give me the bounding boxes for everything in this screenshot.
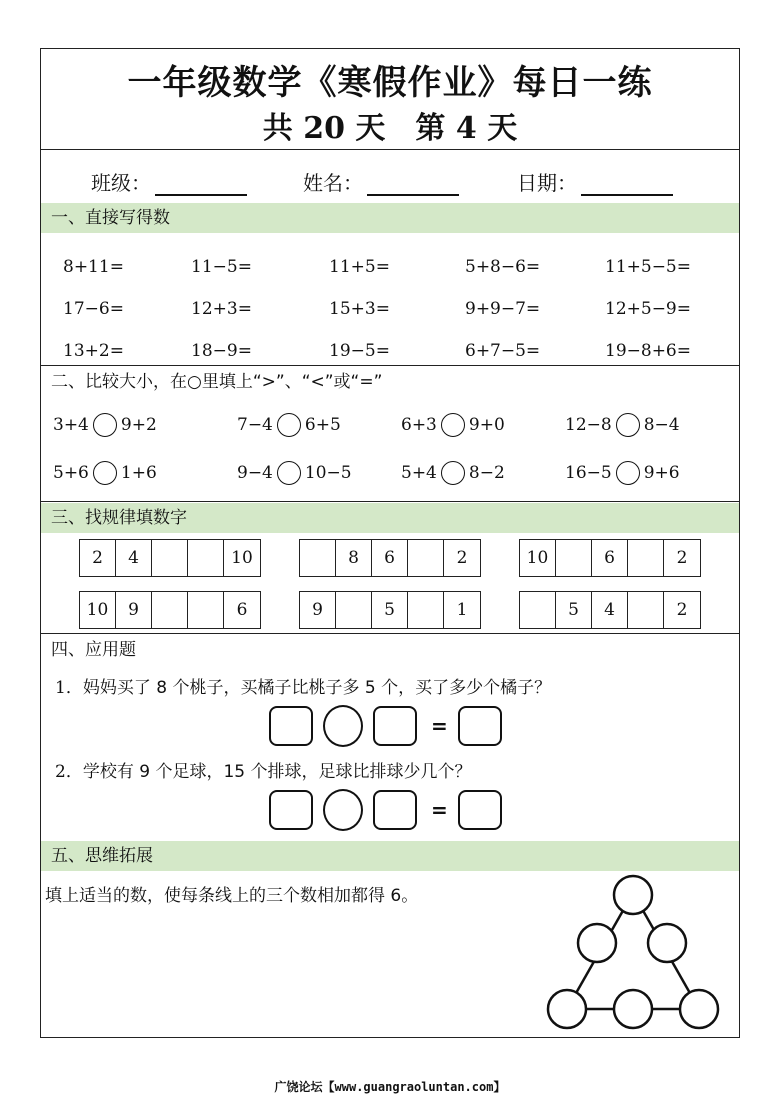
compare-circle[interactable] [616, 413, 640, 437]
name-blank[interactable] [367, 176, 459, 196]
compare-right: 9+2 [120, 415, 157, 435]
date-blank[interactable] [581, 176, 673, 196]
operator-circle[interactable] [323, 705, 363, 747]
pattern-cell: 10 [231, 548, 253, 568]
arithmetic-problem: 9+9−7= [465, 299, 541, 319]
puzzle-circle[interactable] [578, 924, 616, 962]
question-1 [55, 673, 551, 698]
arithmetic-problem: 12+3= [191, 299, 252, 319]
arithmetic-problem: 15+3= [329, 299, 390, 319]
pattern-blank-cell[interactable] [408, 592, 444, 628]
puzzle-circle[interactable] [614, 990, 652, 1028]
equation-1 [269, 705, 512, 747]
pattern-row [519, 591, 701, 629]
compare-left: 3+4 [53, 415, 89, 435]
pattern-cell: 8 [336, 540, 372, 576]
pattern-cell: 10 [80, 592, 116, 628]
pattern-row [299, 539, 481, 577]
pattern-cell: 5 [556, 592, 592, 628]
compare-circle[interactable] [93, 413, 117, 437]
pattern-blank-cell[interactable] [628, 540, 664, 576]
pattern-cell: 2 [676, 548, 688, 568]
arithmetic-problem: 17−6= [63, 299, 124, 319]
pattern-cell: 4 [592, 592, 628, 628]
compare-item [237, 413, 341, 437]
class-field [91, 167, 247, 196]
compare-item [53, 461, 157, 485]
compare-left: 12−8 [565, 415, 612, 435]
pattern-cell: 2 [80, 540, 116, 576]
compare-circle[interactable] [93, 461, 117, 485]
puzzle-circle[interactable] [680, 990, 718, 1028]
day-subtitle: 共 20 天 第 4 天 [262, 111, 518, 146]
pattern-blank-cell[interactable] [408, 540, 444, 576]
pattern-cell: 2 [676, 600, 688, 620]
puzzle-circle[interactable] [614, 876, 652, 914]
arithmetic-problem: 11+5= [329, 257, 390, 277]
name-field [303, 167, 459, 196]
puzzle-instructions: 填上适当的数，使每条线上的三个数相加都得 6。 [45, 886, 419, 906]
equals-sign: = [431, 798, 448, 822]
pattern-blank-cell[interactable] [556, 540, 592, 576]
arithmetic-problem: 11−5= [191, 257, 252, 277]
class-blank[interactable] [155, 176, 247, 196]
compare-item [565, 413, 680, 437]
divider [41, 633, 739, 634]
worksheet [40, 48, 740, 1038]
compare-right: 9+6 [643, 463, 680, 483]
compare-item [237, 461, 352, 485]
pattern-row [79, 539, 261, 577]
compare-right: 6+5 [304, 415, 341, 435]
question-1-number: 1． [55, 678, 83, 698]
pattern-row [79, 591, 261, 629]
pattern-row [519, 539, 701, 577]
section2-header: 二、比较大小，在○里填上“>”、“<”或“=” [41, 367, 739, 397]
section4-header: 四、应用题 [41, 635, 739, 665]
divider [41, 365, 739, 366]
answer-box[interactable] [269, 790, 313, 830]
pattern-blank-cell[interactable] [300, 540, 336, 576]
compare-item [53, 413, 157, 437]
triangle-puzzle [541, 871, 731, 1035]
compare-circle[interactable] [441, 413, 465, 437]
pattern-cell: 6 [372, 540, 408, 576]
compare-circle[interactable] [277, 413, 301, 437]
compare-circle[interactable] [616, 461, 640, 485]
question-2-number: 2． [55, 762, 83, 782]
answer-box[interactable] [269, 706, 313, 746]
section5-header: 五、思维拓展 [41, 841, 739, 871]
pattern-cell: 10 [520, 540, 556, 576]
answer-box[interactable] [373, 790, 417, 830]
equals-sign: = [431, 714, 448, 738]
pattern-blank-cell[interactable] [628, 592, 664, 628]
question-1-text: 妈妈买了 8 个桃子，买橘子比桃子多 5 个，买了多少个橘子？ [82, 678, 552, 698]
compare-left: 5+6 [53, 463, 89, 483]
arithmetic-problem: 5+8−6= [465, 257, 541, 277]
pattern-blank-cell[interactable] [152, 592, 188, 628]
compare-right: 9+0 [468, 415, 505, 435]
pattern-blank-cell[interactable] [336, 592, 372, 628]
compare-left: 7−4 [237, 415, 273, 435]
pattern-cell: 6 [236, 600, 248, 620]
question-2 [55, 757, 472, 782]
compare-right: 8−2 [468, 463, 505, 483]
compare-circle[interactable] [441, 461, 465, 485]
pattern-blank-cell[interactable] [188, 592, 224, 628]
section1-header: 一、直接写得数 [41, 203, 739, 233]
arithmetic-problem: 6+7−5= [465, 341, 541, 361]
result-box[interactable] [458, 706, 502, 746]
date-label: 日期： [517, 171, 577, 195]
compare-item [565, 461, 680, 485]
compare-right: 1+6 [120, 463, 157, 483]
equation-2 [269, 789, 512, 831]
class-label: 班级： [91, 171, 151, 195]
compare-left: 16−5 [565, 463, 612, 483]
pattern-cell: 9 [300, 592, 336, 628]
arithmetic-problem: 11+5−5= [605, 257, 691, 277]
answer-box[interactable] [373, 706, 417, 746]
compare-circle[interactable] [277, 461, 301, 485]
name-label: 姓名： [303, 171, 363, 195]
puzzle-circle[interactable] [548, 990, 586, 1028]
result-box[interactable] [458, 790, 502, 830]
pattern-blank-cell[interactable] [188, 540, 224, 576]
arithmetic-problem: 8+11= [63, 257, 124, 277]
operator-circle[interactable] [323, 789, 363, 831]
pattern-cell: 9 [116, 592, 152, 628]
compare-left: 6+3 [401, 415, 437, 435]
compare-left: 9−4 [237, 463, 273, 483]
arithmetic-problem: 12+5−9= [605, 299, 691, 319]
puzzle-circle[interactable] [648, 924, 686, 962]
compare-left: 5+4 [401, 463, 437, 483]
arithmetic-problem: 19−8+6= [605, 341, 691, 361]
pattern-cell: 2 [456, 548, 468, 568]
section3-header: 三、找规律填数字 [41, 503, 739, 533]
pattern-cell: 6 [592, 540, 628, 576]
compare-right: 10−5 [304, 463, 352, 483]
date-field [517, 167, 673, 196]
pattern-blank-cell[interactable] [152, 540, 188, 576]
pattern-row [299, 591, 481, 629]
compare-item [401, 461, 505, 485]
pattern-cell: 4 [116, 540, 152, 576]
pattern-cell: 5 [372, 592, 408, 628]
compare-right: 8−4 [643, 415, 680, 435]
arithmetic-problem: 13+2= [63, 341, 124, 361]
divider [41, 501, 739, 502]
worksheet-title: 一年级数学《寒假作业》每日一练 [127, 63, 653, 103]
footer-credit: 广饶论坛【www.guangraoluntan.com】 [274, 1080, 506, 1094]
pattern-cell: 1 [456, 600, 468, 620]
divider [41, 149, 739, 150]
pattern-blank-cell[interactable] [520, 592, 556, 628]
arithmetic-problem: 19−5= [329, 341, 390, 361]
arithmetic-problem: 18−9= [191, 341, 252, 361]
question-2-text: 学校有 9 个足球，15 个排球，足球比排球少几个？ [82, 762, 472, 782]
compare-item [401, 413, 505, 437]
